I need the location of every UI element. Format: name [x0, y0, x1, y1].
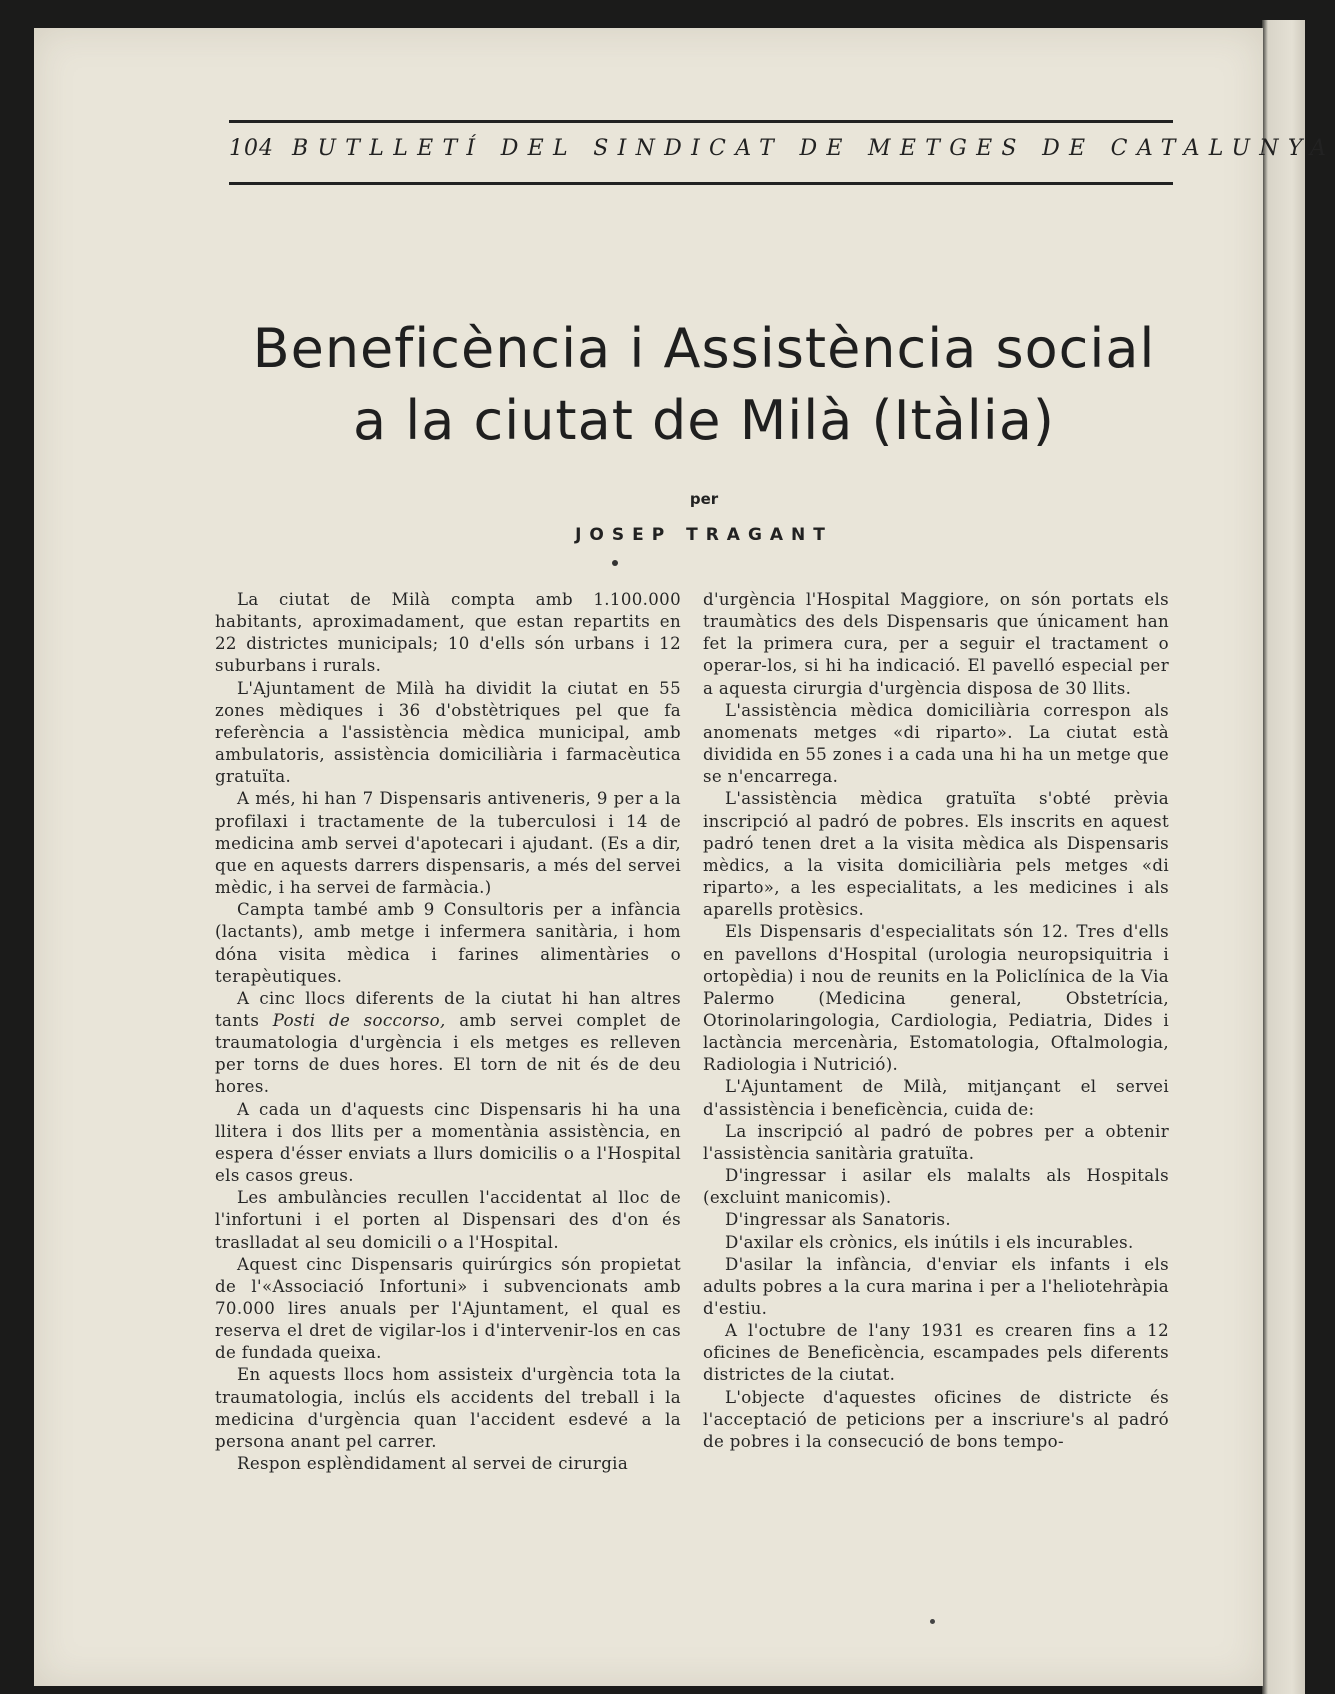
- paragraph: D'asilar la infància, d'enviar els infants i els adults pobres a la cura marina i per a l'heliotehràpia d'estiu.: [703, 1254, 1169, 1318]
- right-column: [703, 589, 1169, 1453]
- paragraph: A l'octubre de l'any 1931 es crearen fins a 12 oficines de Beneficència, escampades pels diferents districtes de la ciutat.: [703, 1321, 1169, 1385]
- article-title-line-1: Beneficència i Assistència social: [252, 317, 1156, 380]
- paragraph: Respon esplèndidament al servei de cirurgia: [237, 1454, 629, 1474]
- page-number: 104: [229, 136, 274, 161]
- paragraph-text: amb servei complet de traumatologia d'urgència i els metges es relleven per torns de dues hores. El torn de nit és de deu hores.: [215, 1010, 682, 1097]
- paragraph: d'urgència l'Hospital Maggiore, on són portats els traumàtics des dels Dispensaris que únicament han fet la primera cura, per a seguir el tractament o operar-los, si hi ha indicació. El pavelló especial per a aquesta cirurgia d'urgència disposa de 30 llits.: [703, 590, 1169, 698]
- paragraph: Els Dispensaris d'especialitats són 12. Tres d'ells en pavellons d'Hospital (urologia neuropsiquitria i ortopèdia) i nou de reunits en la Policlínica de la Via Palermo (Medicina general, Obstetrícia, Otorinolaringologia, Cardiologia, Pediatria, Dides i lactància mercenària, Estomatologia, Oftalmologia, Radiologia i Nutrició).: [703, 922, 1169, 1075]
- header-rule-bottom: [229, 182, 1173, 185]
- running-header: [229, 136, 1335, 176]
- paragraph: L'Ajuntament de Milà ha dividit la ciutat en 55 zones mèdiques i 36 d'obstètriques pel que fa referència a l'assistència mèdica municipal, amb ambulatoris, assistència domiciliària i farmacèutica gratuïta.: [215, 678, 681, 787]
- paragraph-text: A cinc llocs diferents de la ciutat hi han altres tants: [215, 988, 681, 1030]
- byline-prefix: per: [689, 490, 719, 508]
- paragraph: A cada un d'aquests cinc Dispensaris hi ha una llitera i dos llits per a momentània assistència, en espera d'ésser enviats a llurs domicilis o a l'Hospital els casos greus.: [215, 1099, 681, 1186]
- document-page: [34, 28, 1335, 1686]
- paragraph: D'ingressar i asilar els malalts als Hospitals (excluint manicomis).: [703, 1166, 1169, 1208]
- paragraph: A més, hi han 7 Dispensaris antiveneris, 9 per a la profilaxi i tractamente de la tuberculosi i 14 de medicina amb servei d'apotecari i ajudant. (Es a dir, que en aquests darrers dispensaris, a més del servei mèdic, i ha servei de farmàcia.): [215, 789, 681, 898]
- header-rule-top: [229, 120, 1173, 123]
- paragraph: L'assistència mèdica domiciliària correspon als anomenats metges «di riparto». La ciutat està dividida en 55 zones i a cada una hi ha un metge que se n'encarrega.: [703, 700, 1169, 787]
- journal-title: BUTLLETÍ DEL SINDICAT DE METGES DE CATALUNYA: [292, 136, 1335, 161]
- paragraph: L'objecte d'aquestes oficines de districte és l'acceptació de peticions per a inscriure's al padró de pobres i la consecució de bons tempo-: [703, 1387, 1169, 1451]
- article-title-line-2: a la ciutat de Milà (Itàlia): [353, 389, 1055, 452]
- paragraph: D'ingressar als Sanatoris.: [725, 1210, 951, 1230]
- left-column: [215, 589, 681, 1475]
- paragraph: L'assistència mèdica gratuïta s'obté prèvia inscripció al padró de pobres. Els inscrits en aquest padró tenen dret a la visita mèdica als Dispensaris mèdics, a la visita domiciliària pels metges «di riparto», a les especialitats, a les medicines i als aparells protèsics.: [703, 789, 1169, 920]
- ink-speck: [930, 1619, 935, 1624]
- paragraph: Campta també amb 9 Consultoris per a infància (lactants), amb metge i infermera sanitària, i hom dóna visita mèdica i farines alimentàries o terapèutiques.: [215, 900, 681, 986]
- article-title: [184, 313, 1224, 457]
- paragraph: Aquest cinc Dispensaris quirúrgics són propietat de l'«Associació Infortuni» i subvencionats amb 70.000 lires anuals per l'Ajuntament, el qual es reserva el dret de vigilar-los i d'intervenir-los en cas de fundada queixa.: [215, 1254, 681, 1363]
- paragraph: L'Ajuntament de Milà, mitjançant el servei d'assistència i beneficència, cuida de:: [703, 1077, 1169, 1119]
- paragraph: En aquests llocs hom assisteix d'urgència tota la traumatologia, inclús els accidents del treball i la medicina d'urgència quan l'accident esdevé a la persona anant pel carrer.: [215, 1365, 681, 1451]
- paragraph: La ciutat de Milà compta amb 1.100.000 habitants, aproximadament, que estan repartits en 22 districtes municipals; 10 d'ells són urbans i 12 suburbans i rurals.: [215, 590, 681, 676]
- paragraph: D'axilar els crònics, els inútils i els incurables.: [725, 1232, 1134, 1252]
- paragraph: La inscripció al padró de pobres per a obtenir l'assistència sanitària gratuïta.: [703, 1121, 1169, 1163]
- adjacent-page-edge: [1262, 20, 1305, 1694]
- paragraph: [215, 988, 681, 1099]
- italic-term: Posti de soccorso,: [272, 1010, 446, 1030]
- author-name: JOSEP TRAGANT: [575, 525, 833, 545]
- separator-dot: [612, 560, 618, 566]
- paragraph: Les ambulàncies recullen l'accidentat al lloc de l'infortuni i el porten al Dispensari des d'on és traslladat al seu domicili o a l'Hospital.: [215, 1188, 681, 1252]
